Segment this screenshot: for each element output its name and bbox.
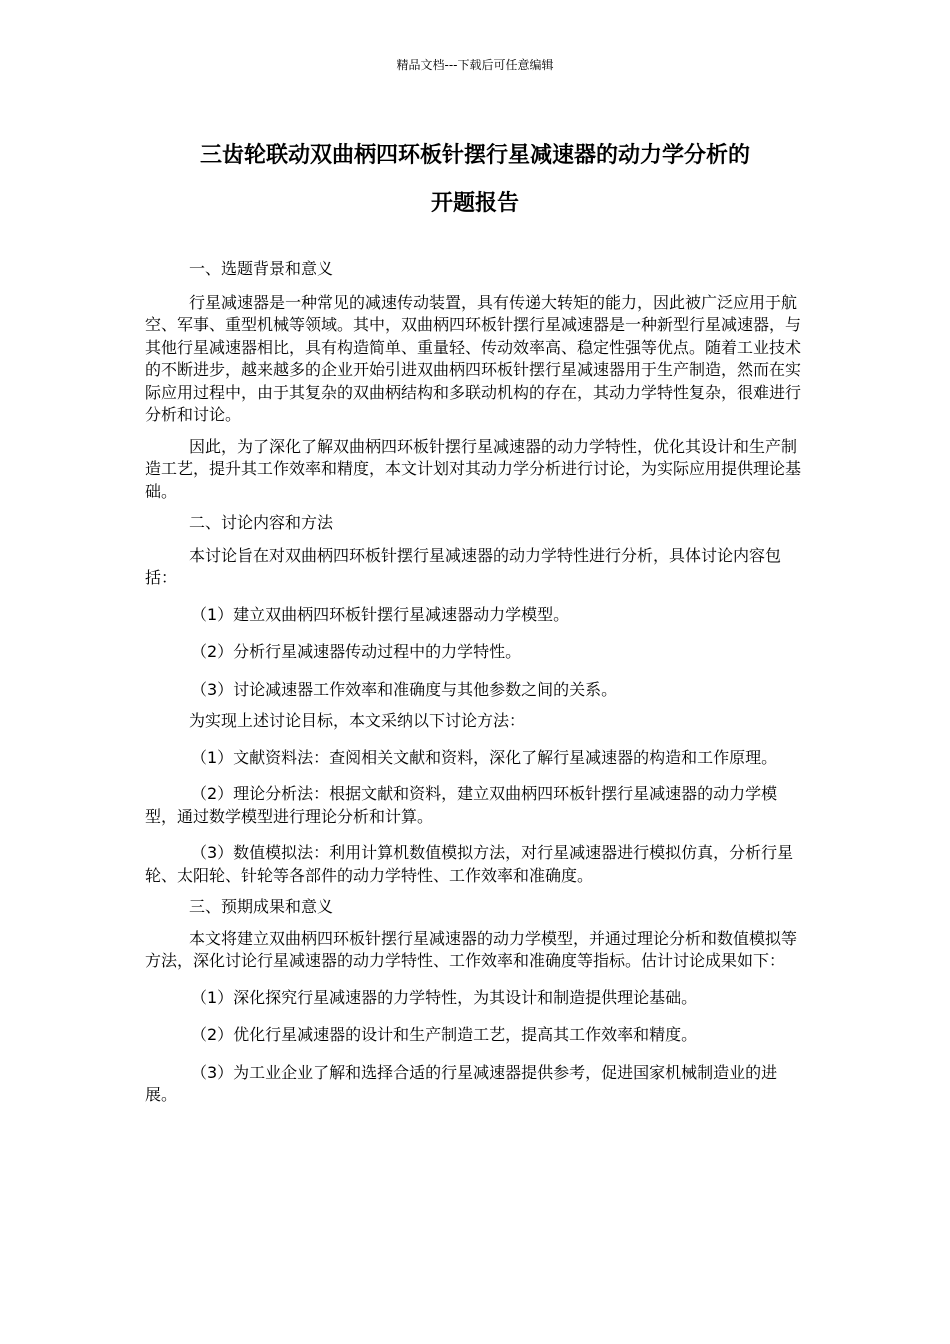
title-line-2: 开题报告 [430, 191, 519, 216]
list-item: （1）文献资料法：查阅相关文献和资料，深化了解行星减速器的构造和工作原理。 [191, 747, 778, 767]
title-line-1: 三齿轮联动双曲柄四环板针摆行星减速器的动力学分析的 [199, 143, 750, 168]
page-header: 精品文档---下载后可任意编辑 [396, 58, 554, 72]
list-item: （3）数值模拟法：利用计算机数值模拟方法，对行星减速器进行模拟仿真，分析行星轮、太阳轮、针轮等各部件的动力学特性、工作效率和准确度。 [145, 843, 794, 885]
document-body [145, 258, 805, 1107]
list-item: （2）理论分析法：根据文献和资料，建立双曲柄四环板针摆行星减速器的动力学模型，通过数学模型进行理论分析和计算。 [145, 784, 778, 826]
list-item: （3）讨论减速器工作效率和准确度与其他参数之间的关系。 [191, 679, 618, 699]
list-item: （2）优化行星减速器的设计和生产制造工艺，提高其工作效率和精度。 [191, 1025, 698, 1044]
paragraph: 本文将建立双曲柄四环板针摆行星减速器的动力学模型，并通过理论分析和数值模拟等方法，深化讨论行星减速器的动力学特性、工作效率和准确度等指标。估计讨论成果如下： [145, 928, 798, 970]
section-heading-content-method: 二、讨论内容和方法 [189, 513, 334, 532]
paragraph: 因此，为了深化了解双曲柄四环板针摆行星减速器的动力学特性，优化其设计和生产制造工艺，提升其工作效率和精度，本文计划对其动力学分析进行讨论，为实际应用提供理论基础。 [145, 436, 802, 501]
document-title [145, 132, 805, 228]
list-item: （3）为工业企业了解和选择合适的行星减速器提供参考，促进国家机械制造业的进展。 [145, 1062, 778, 1104]
paragraph: 行星减速器是一种常见的减速传动装置，具有传递大转矩的能力，因此被广泛应用于航空、军事、重型机械等领域。其中，双曲柄四环板针摆行星减速器是一种新型行星减速器，与其他行星减速器相比，具有构造简单、重量轻、传动效率高、稳定性强等优点。随着工业技术的不断进步，越来越多的企业开始引进双曲柄四环板针摆行星减速器用于生产制造，然而在实际应用过程中，由于其复杂的双曲柄结构和多联动机构的存在，其动力学特性复杂，很难进行分析和讨论。 [145, 292, 802, 424]
list-item: （1）深化探究行星减速器的力学特性，为其设计和制造提供理论基础。 [191, 987, 698, 1007]
paragraph: 为实现上述讨论目标，本文采纳以下讨论方法： [189, 711, 526, 730]
list-item: （1）建立双曲柄四环板针摆行星减速器动力学模型。 [191, 604, 570, 624]
section-heading-outcomes: 三、预期成果和意义 [189, 897, 334, 916]
paragraph: 本讨论旨在对双曲柄四环板针摆行星减速器的动力学特性进行分析，具体讨论内容包括： [145, 545, 782, 587]
list-item: （2）分析行星减速器传动过程中的力学特性。 [191, 642, 522, 661]
section-heading-background: 一、选题背景和意义 [189, 259, 334, 278]
